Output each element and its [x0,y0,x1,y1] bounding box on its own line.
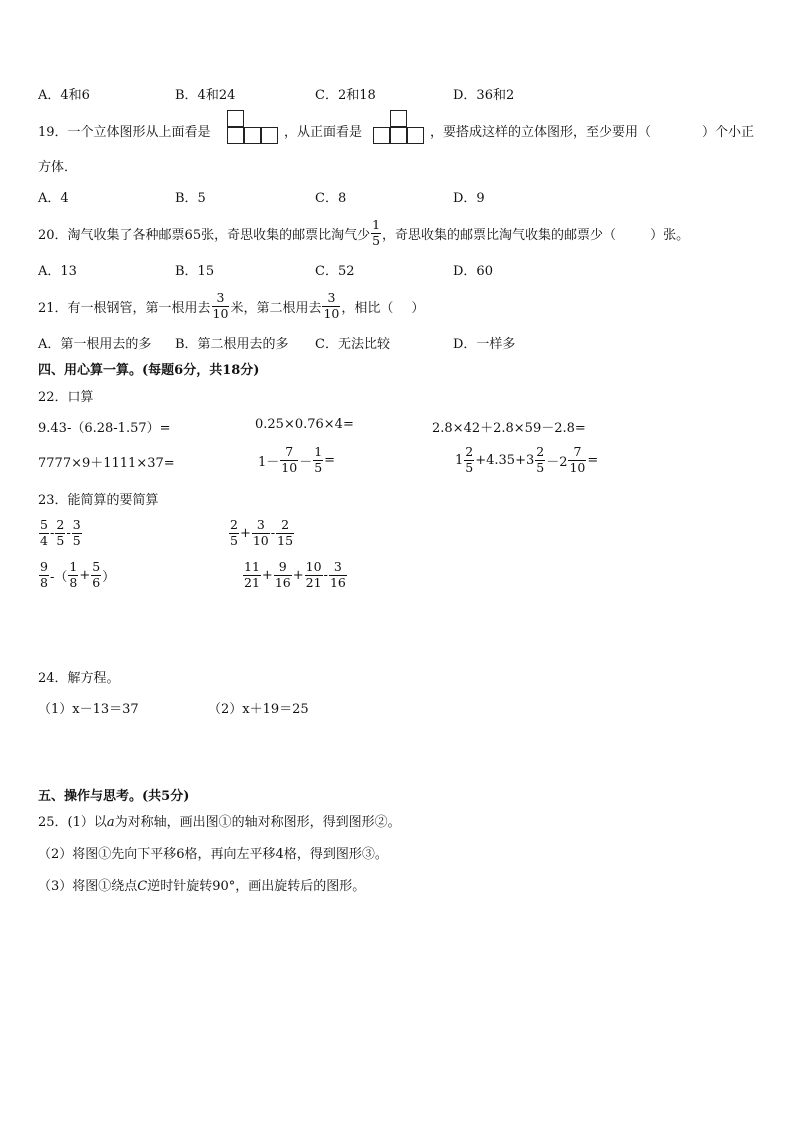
fraction: $\frac{3}{16}$ [329,559,346,590]
fraction: $\frac{7}{10}$ [281,444,298,475]
fraction: $\frac{2}{5}$ [56,517,65,548]
q20-option-a: A．13 [38,264,77,279]
q20-text-post: ，奇思收集的邮票比淘气收集的邮票少（ [382,227,617,243]
fraction: $\frac{1}{8}$ [69,559,78,590]
q23-expr-c: $\frac{9}{8}$ -（ $\frac{1}{8}$ + $\frac{5}{6}$ ） [40,559,116,590]
q19-option-c: C．8 [315,191,347,206]
fraction: $\frac{3}{5}$ [72,517,81,548]
q22-expr-6: 1 $\frac{2}{5}$ +4.35+3 $\frac{2}{5}$ －2 $\frac{7}{10}$ = [455,444,599,475]
q21-option-d: D．一样多 [453,337,516,352]
q20-fraction: $\frac{1}{5}$ [372,217,381,248]
fraction: $\frac{5}{4}$ [40,517,48,548]
q19-text-post: ，要搭成这样的立体图形，至少要用（ [430,125,652,140]
q18-option-d: D．36和2 [453,88,515,103]
q21-text-post: ，相比（ [341,300,394,316]
top-view-figure [227,110,283,146]
q23-expr-d: $\frac{11}{21}$ + $\frac{9}{16}$ + $\frac{10}{21}$ - $\frac{3}{16}$ [244,559,346,590]
q23-expr-a: $\frac{5}{4}$ - $\frac{2}{5}$ - $\frac{3}{5}$ [40,517,81,548]
q24-equation-1: （1）x－13＝37 [38,702,139,717]
q21-text-post2: ） [411,300,425,316]
fraction: $\frac{10}{21}$ [305,559,322,590]
q20-option-c: C．52 [315,264,355,279]
q18-option-a: A．4和6 [38,88,90,103]
q20-text-pre: 20．淘气收集了各种邮票65张，奇思收集的邮票比淘气少 [38,227,371,243]
fraction: $\frac{3}{10}$ [252,517,269,548]
q18-option-b: B．4和24 [175,88,236,103]
fraction: $\frac{9}{8}$ [40,559,48,590]
point-variable: C [137,879,148,894]
q22-title: 22．口算 [38,390,94,405]
q19-option-b: B．5 [175,191,206,206]
fraction: $\frac{5}{6}$ [92,559,101,590]
fraction: $\frac{2}{5}$ [465,444,474,475]
q22-expr-1: 9.43-（6.28-1.57）= [38,421,171,436]
fraction: $\frac{2}{5}$ [536,444,545,475]
fraction: $\frac{11}{21}$ [244,559,260,590]
q19-text-post2: ）个小正 [702,125,755,140]
section-4-heading: 四、用心算一算。(每题6分，共18分) [38,363,260,378]
q20-option-b: B．15 [175,264,215,279]
q19-text-cont: 方体． [38,160,78,175]
q19-text-pre: 19．一个立体图形从上面看是 [38,125,211,140]
fraction: $\frac{9}{16}$ [274,559,291,590]
q21-fraction-2: $\frac{3}{10}$ [323,290,340,321]
q23-title: 23．能简算的要简算 [38,493,159,508]
q21-option-a: A．第一根用去的多 [38,337,152,352]
q25-part-1: 25．(1）以a为对称轴，画出图①的轴对称图形，得到图形②。 [38,815,401,830]
q22-expr-5: 1－ $\frac{7}{10}$ － $\frac{1}{5}$ = [258,444,336,475]
q22-expr-2: 0.25×0.76×4= [255,417,354,432]
q20-question [38,212,689,254]
q20-text-post2: ）张。 [650,227,690,243]
q21-text-pre: 21．有一根钢管，第一根用去 [38,300,211,316]
section-5-heading: 五、操作与思考。(共5分) [38,789,190,804]
q21-text-mid: 米，第二根用去 [230,300,322,316]
q23-expr-b: $\frac{2}{5}$ + $\frac{3}{10}$ - $\frac{2}{15}$ [230,517,294,548]
fraction: $\frac{2}{15}$ [277,517,294,548]
q22-expr-3: 2.8×42＋2.8×59－2.8= [432,421,586,436]
q21-fraction-1: $\frac{3}{10}$ [212,290,229,321]
q25-part-2: （2）将图①先向下平移6格，再向左平移4格，得到图形③。 [38,847,388,862]
fraction: $\frac{2}{5}$ [230,517,238,548]
q19-text-mid: ，从正面看是 [284,125,363,140]
q20-option-d: D．60 [453,264,493,279]
q21-option-c: C．无法比较 [315,337,390,352]
q24-equation-2: （2）x＋19＝25 [208,702,309,717]
q22-expr-4: 7777×9＋1111×37= [38,456,175,471]
q21-option-b: B．第二根用去的多 [175,337,289,352]
q25-part-3: （3）将图①绕点C逆时针旋转90°，画出旋转后的图形。 [38,879,366,894]
axis-variable: a [106,815,115,830]
fraction: $\frac{7}{10}$ [569,444,586,475]
q19-option-a: A．4 [38,191,69,206]
q21-question [38,285,424,327]
q19-option-d: D．9 [453,191,485,206]
q24-title: 24．解方程。 [38,671,120,686]
q18-option-c: C．2和18 [315,88,376,103]
fraction: $\frac{1}{5}$ [314,444,323,475]
front-view-figure [373,110,429,146]
